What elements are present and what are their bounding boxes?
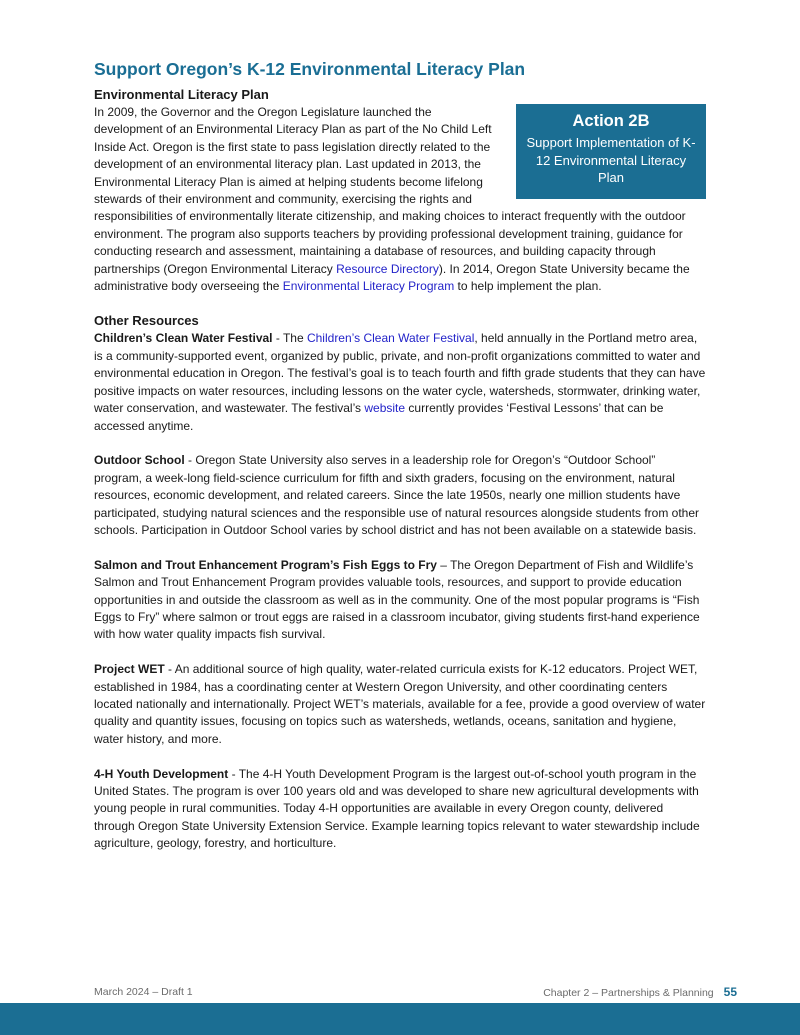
elp-heading: Environmental Literacy Plan: [94, 87, 269, 102]
other-resources-heading: Other Resources: [94, 313, 199, 329]
action-callout-box: [516, 104, 706, 199]
elp-text-1: In 2009, the Governor and the Oregon Legislature launched the development of an Environmental Literacy Plan as part of the No Child Left Inside Act. Oregon is the first state to pass legislation directly related to the development of an environmental literacy plan. Last updated in 2013, the Environmental Literacy Plan is aimed at helping students become lifelong stewards of their environment and community, exercising the rights and responsibilities of environmentally literate citizenship, and making choices to interact frequently with the outdoor environment. The program also supports teachers by providing professional development training, guidance for conducting research and assessment, maintaining a database of resources, and building capacity through partnerships (Oregon Environmental Literacy: [94, 105, 686, 276]
footer-color-bar: [0, 1003, 800, 1035]
page-footer: [94, 984, 737, 1000]
section-title: Support Oregon’s K-12 Environmental Literacy Plan: [94, 59, 526, 79]
outdoor-text: - Oregon State University also serves in a leadership role for Oregon’s “Outdoor School” program, a week-long field-science curriculum for fifth and sixth graders, focusing on the environment, natural resources, economic development, and related careers. Since the late 1950s, nearly one million students have participated, studying natural sciences and the responsible use of natural resources alongside students from other schools. Participation in Outdoor School varies by school district and has not been available on a statewide basis.: [94, 453, 700, 537]
resource-4h: [94, 766, 706, 853]
elp-text-3: to help implement the plan.: [454, 279, 602, 294]
callout-body: Support Implementation of K-12 Environmental Literacy Plan: [526, 135, 696, 185]
resource-outdoor-school: [94, 452, 706, 539]
footer-date: March 2024 – Draft 1: [94, 986, 193, 998]
resource-salmon-trout: [94, 557, 706, 644]
environmental-literacy-program-link[interactable]: Environmental Literacy Program: [282, 279, 455, 294]
festival-title: Children’s Clean Water Festival: [94, 331, 273, 346]
festival-text-2: , held annually in the Portland metro area, is a community-supported event, organized by public, private, and non-profit organizations committed to water and environmental education in Oregon. The festival’s goal is to teach fourth and fifth grade students that they can have positive impacts on water resources, including lessons on the water cycle, watersheds, stormwater, drinking water, water conservation, and wastewater. The festival’s: [94, 331, 706, 416]
callout-title: Action 2B: [572, 112, 650, 130]
footer-chapter: Chapter 2 – Partnerships & Planning: [543, 987, 714, 999]
salmon-title: Salmon and Trout Enhancement Program’s Fish Eggs to Fry: [94, 557, 437, 572]
resource-directory-link[interactable]: Resource Directory: [336, 261, 439, 276]
festival-text-1: - The: [272, 331, 307, 346]
footer-right: [543, 984, 737, 1001]
page-content: [94, 56, 706, 853]
fourh-title: 4-H Youth Development: [94, 766, 229, 781]
festival-website-link[interactable]: website: [364, 401, 406, 416]
resource-project-wet: [94, 661, 706, 748]
elp-text-2: ). In 2014, Oregon State University became the administrative body overseeing the: [94, 261, 690, 294]
festival-text-3: currently provides ‘Festival Lessons’ that can be accessed anytime.: [94, 401, 664, 433]
page-number: 55: [723, 985, 737, 999]
outdoor-title: Outdoor School: [94, 453, 185, 468]
festival-link[interactable]: Children’s Clean Water Festival: [306, 331, 475, 346]
wet-text: - An additional source of high quality, water-related curricula exists for K-12 educators. Project WET, established in 1984, has a coordinating center at Western Oregon University, and other coordinating centers located nationally and internationally. Project WET’s materials, available for a fee, provide a good overview of water quality and quantity issues, focusing on topics such as watersheds, wetlands, oceans, sanitation and hygiene, water history, and more.: [94, 662, 706, 746]
resource-festival: [94, 330, 706, 434]
wet-title: Project WET: [94, 662, 165, 677]
fourh-text: - The 4-H Youth Development Program is the largest out-of-school youth program in the United States. The program is over 100 years old and was developed to share new agricultural developments with young people in rural communities. Today 4-H opportunities are available in every Oregon county, delivered through Oregon State University Extension Service. Example learning topics relevant to water stewardship include agriculture, geology, forestry, and horticulture.: [94, 766, 700, 851]
salmon-text: – The Oregon Department of Fish and Wildlife’s Salmon and Trout Enhancement Program provides valuable tools, resources, and support to provide education opportunities in and outside the classroom as well as in the community. One of the most popular programs is “Fish Eggs to Fry” where salmon or trout eggs are raised in a classroom incubator, giving students first-hand experience with how water quality impacts fish survival.: [94, 557, 700, 642]
